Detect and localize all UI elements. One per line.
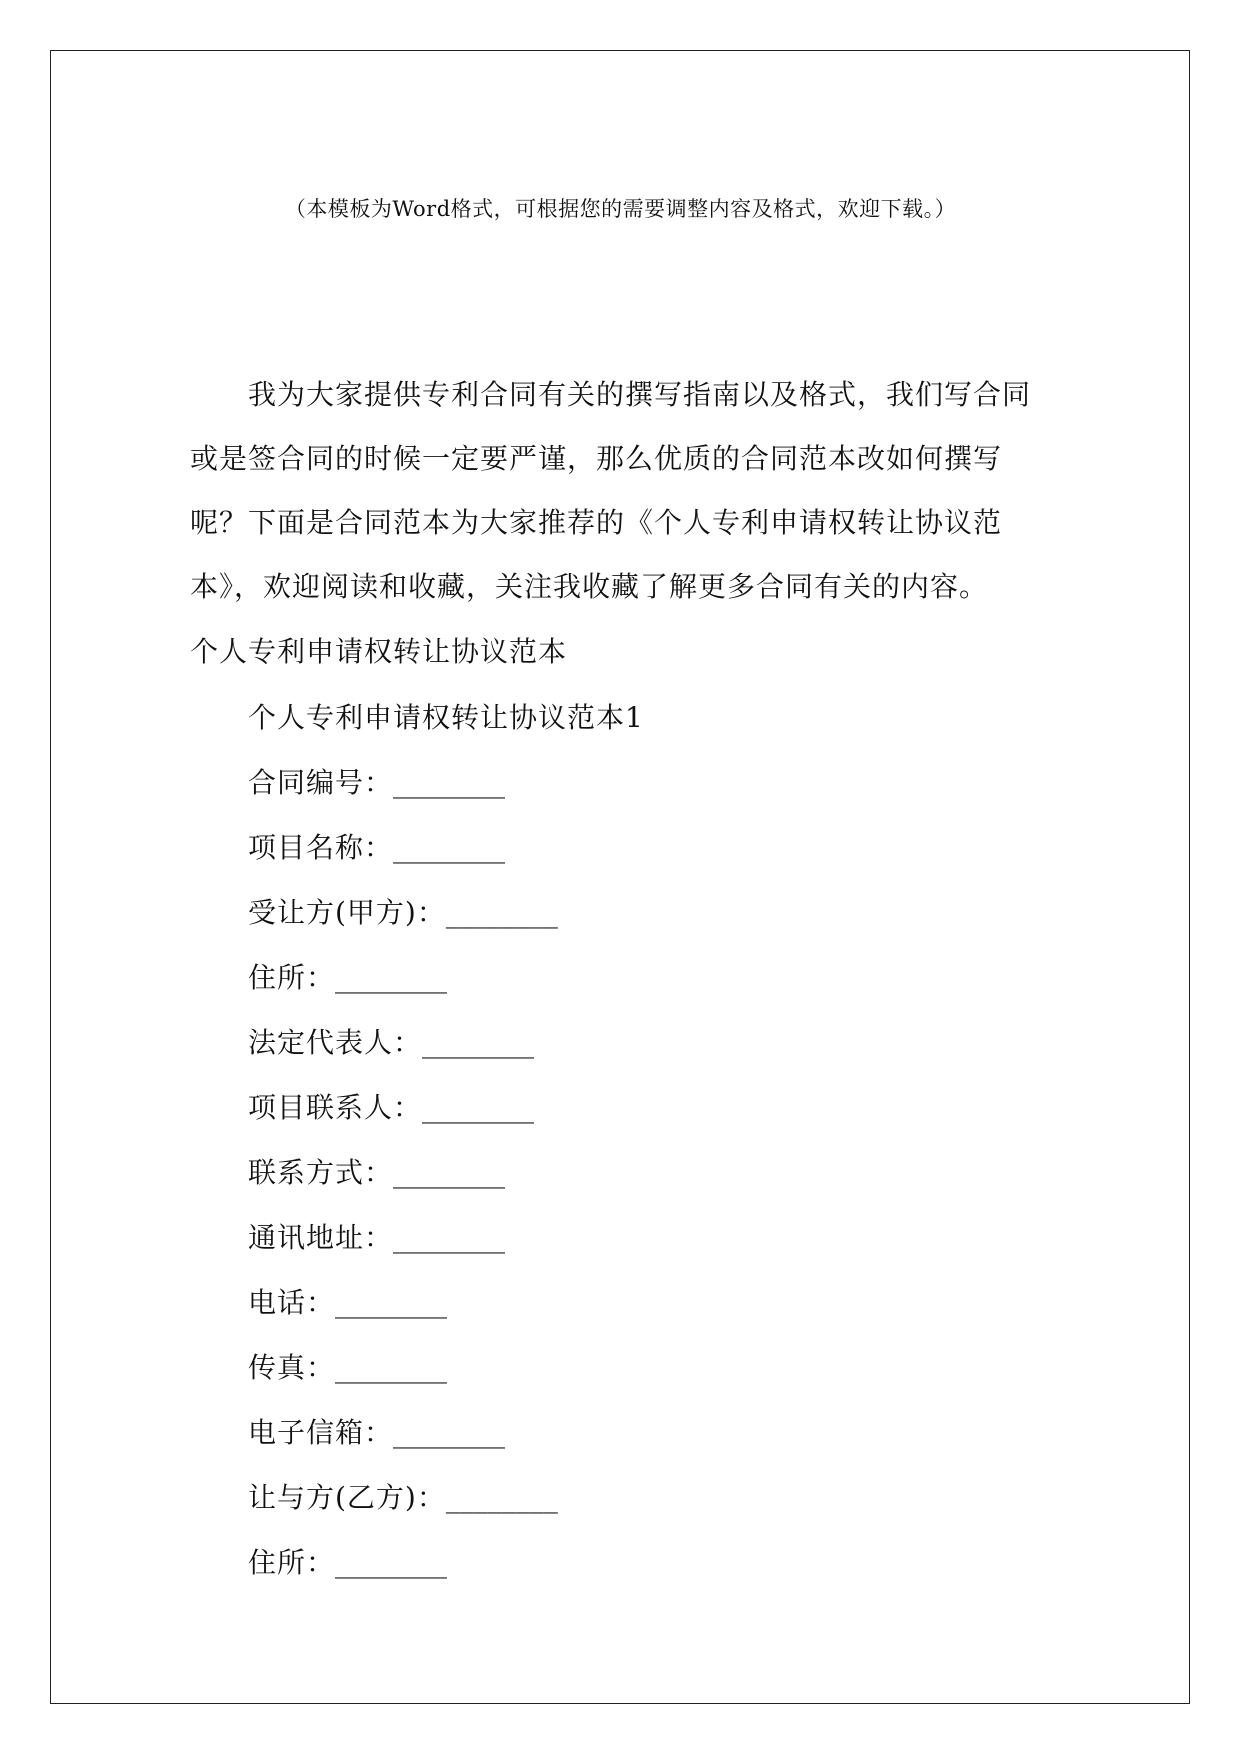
field-contact-method (190, 1140, 1055, 1205)
blank-line: ________ (393, 1156, 506, 1189)
field-email (190, 1400, 1055, 1465)
blank-line: ________ (335, 1286, 448, 1319)
blank-line: ________ (335, 1351, 448, 1384)
blank-line: ________ (335, 1546, 448, 1579)
intro-paragraph: 我为大家提供专利合同有关的撰写指南以及格式，我们写合同或是签合同的时候一定要严谨，那么优质的合同范本改如何撰写呢？下面是合同范本为大家推荐的《个人专利申请权转让协议范本》，欢迎阅读和收藏，关注我收藏了解更多合同有关的内容。 (190, 378, 1032, 603)
field-assignee-address (190, 945, 1055, 1010)
field-assignor-address (190, 1530, 1055, 1595)
document-title: 个人专利申请权转让协议范本 (190, 635, 568, 668)
blank-line: ________ (445, 1481, 558, 1514)
blank-line: ________ (335, 961, 448, 994)
field-contract-number (190, 750, 1055, 815)
blank-line: ________ (422, 1091, 535, 1124)
field-assignee (190, 880, 1055, 945)
field-label: 通讯地址： (248, 1221, 394, 1254)
field-label: 住所： (248, 961, 336, 994)
field-label: 项目联系人： (248, 1091, 423, 1124)
field-label: 电话： (248, 1286, 336, 1319)
contract-field-list (190, 685, 1055, 1595)
field-label: 电子信箱： (248, 1416, 394, 1449)
blank-line: ________ (393, 1221, 506, 1254)
field-mailing-address (190, 1205, 1055, 1270)
field-label: 合同编号： (248, 766, 394, 799)
field-label: 传真： (248, 1351, 336, 1384)
field-assignor (190, 1465, 1055, 1530)
template-notice: （本模板为Word格式，可根据您的需要调整内容及格式，欢迎下载。） (284, 197, 957, 221)
field-label: 项目名称： (248, 831, 394, 864)
blank-line: ________ (422, 1026, 535, 1059)
field-fax (190, 1335, 1055, 1400)
field-project-name (190, 815, 1055, 880)
blank-line: ________ (393, 831, 506, 864)
field-project-contact (190, 1075, 1055, 1140)
field-label: 受让方(甲方)： (248, 896, 446, 929)
field-label: 个人专利申请权转让协议范本1 (248, 701, 644, 734)
blank-line: ________ (445, 896, 558, 929)
field-label: 联系方式： (248, 1156, 394, 1189)
field-legal-representative (190, 1010, 1055, 1075)
blank-line: ________ (393, 1416, 506, 1449)
section-heading (190, 685, 1055, 750)
field-label: 让与方(乙方)： (248, 1481, 446, 1514)
field-phone (190, 1270, 1055, 1335)
document-body (190, 363, 1055, 1595)
field-label: 住所： (248, 1546, 336, 1579)
field-label: 法定代表人： (248, 1026, 423, 1059)
blank-line: ________ (393, 766, 506, 799)
